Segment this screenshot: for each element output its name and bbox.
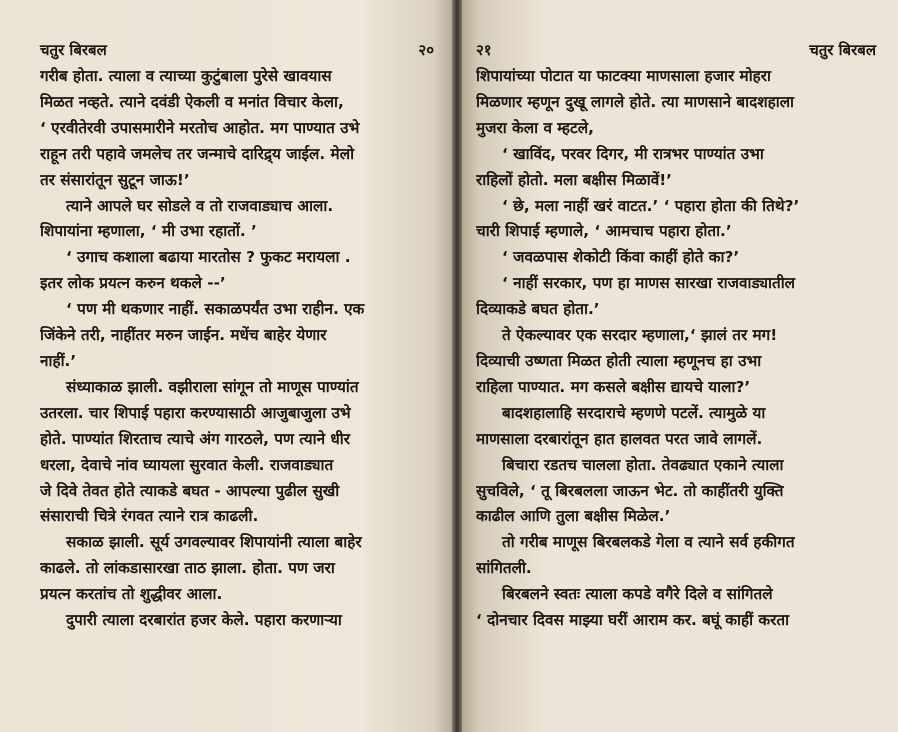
text-line: ‘ एरवीतेरवी उपासमारीने मरतोच आहोत. मग पाण्यात उभे: [40, 118, 360, 137]
text-line: राहून तरी पहावे जमलेच तर जन्माचे दारिद्र्य जाईल. मेलो: [40, 144, 355, 163]
text-line: ‘ दोनचार दिवस माझ्या घरीं आराम कर. बघूं काहीं करता: [476, 611, 790, 630]
text-line: संध्याकाळ झाली. वझीराला सांगून तो माणूस पाण्यांत: [66, 377, 359, 396]
text-line: सांगितली.: [476, 559, 532, 578]
left-page-body: [40, 64, 434, 634]
text-line: ‘ जवळपास शेकोटी किंवा काहीं होते का?’: [502, 248, 740, 267]
text-line: प्रयत्न करतांच तो शुद्धीवर आला.: [40, 585, 223, 604]
text-line: शिपायांना म्हणाला, ‘ मी उभा रहातों. ’: [40, 222, 257, 241]
text-line: ‘ उगाच कशाला बढाया मारतोस ? फुकट मरायला .: [66, 248, 351, 267]
book-gutter: [452, 0, 462, 732]
text-line: तर संसारांतून सुटून जाऊ!’: [40, 170, 190, 189]
text-line: तो गरीब माणूस बिरबलकडे गेला व त्याने सर्व हकीगत: [502, 533, 795, 552]
text-line: दिव्याकडे बघत होता.’: [476, 300, 600, 319]
text-line: जे दिवे तेवत होते त्याकडे बघत - आपल्या पुढील सुखी: [40, 481, 340, 500]
text-line: काढील आणि तुला बक्षीस मिळेल.’: [476, 507, 671, 526]
text-line: ‘ पण मी थकणार नाहीं. सकाळपर्यंत उभा राहीन. एक: [66, 300, 365, 319]
text-line: शिपायांच्या पोटात या फाटक्या माणसाला हजार मोहरा: [476, 67, 771, 85]
text-line: उतरला. चार शिपाई पहारा करण्यासाठी आजुबाजुला उभे: [40, 403, 351, 422]
text-line: माणसाला दरबारांतून हात हालवत परत जावे लागलें.: [476, 429, 763, 448]
text-line: त्याने आपले घर सोडले व तो राजवाड्याच आला.: [66, 196, 334, 215]
text-line: राहिला पाण्यात. मग कसले बक्षीस द्यायचे याला?’: [476, 377, 751, 396]
text-line: राहिलों होतो. मला बक्षीस मिळावें!’: [476, 170, 672, 189]
text-line: बिरबलने स्वतः त्याला कपडे वगैरे दिले व सांगितले: [502, 585, 773, 604]
text-line: सकाळ झाली. सूर्य उगवल्यावर शिपायांनी त्याला बाहेर: [66, 533, 362, 552]
page-number: २०: [418, 41, 434, 59]
text-line: मिळत नव्हते. त्याने दवंडी ऐकली व मनांत विचार केला,: [40, 92, 344, 111]
page-number: २१: [476, 41, 492, 59]
text-line: बिचारा रडतच चालला होता. तेवढ्यात एकाने त्याला: [502, 455, 784, 474]
text-line: काढले. तो लांकडासारखा ताठ झाला. होता. पण जरा: [40, 559, 335, 578]
text-line: होते. पाण्यांत शिरताच त्याचे अंग गारठले, पण त्याने धीर: [40, 429, 351, 448]
text-line: इतर लोक प्रयत्न करुन थकले --’: [40, 274, 226, 293]
text-line: दिव्याची उष्णता मिळत होती त्याला म्हणूनच हा उभा: [476, 351, 762, 370]
text-line: जिंकेने तरी, नाहींतर मरुन जाईन. मधेंच बाहेर येणार: [40, 326, 327, 345]
text-line: ‘ खाविंद, परवर दिगर, मी रात्रभर पाण्यांत उभा: [502, 144, 764, 163]
text-line: मिळणार म्हणून दुखू लागले होते. त्या माणसाने बादशहाला: [476, 92, 795, 111]
right-page: [462, 0, 898, 732]
text-line: गरीब होता. त्याला व त्याच्या कुटुंबाला पुरेसे खावयास: [40, 67, 332, 85]
text-line: संसाराची चित्रे रंगवत त्याने रात्र काढली.: [40, 507, 259, 526]
running-title: चतुर बिरबल: [40, 41, 107, 59]
text-line: सुचविले, ‘ तू बिरबलला जाऊन भेट. तो काहींतरी युक्ति: [476, 481, 784, 500]
running-title: चतुर बिरबल: [809, 41, 876, 59]
text-line: ‘ छे, मला नाहीं खरं वाटत.’ ‘ पहारा होता की तिथे?’: [502, 196, 800, 215]
text-line: नाहीं.’: [40, 351, 77, 370]
text-line: चारी शिपाई म्हणाले, ‘ आमचाच पहारा होता.’: [476, 222, 732, 241]
text-line: ‘ नाहीं सरकार, पण हा माणस सारखा राजवाड्यातील: [502, 274, 796, 293]
text-line: धरला, देवाचे नांव घ्यायला सुरवात केली. राजवाड्यात: [40, 455, 334, 474]
right-page-body: [476, 64, 876, 634]
text-line: मुजरा केला व म्हटले,: [476, 118, 594, 137]
text-line: बादशहालाहि सरदाराचे म्हणणे पटलें. त्यामुळे या: [502, 403, 766, 422]
text-line: ते ऐकल्यावर एक सरदार म्हणाला,‘ झालं तर मग!: [502, 326, 778, 345]
right-page-header: [476, 40, 876, 64]
left-page-header: [40, 40, 434, 64]
text-line: दुपारी त्याला दरबारांत हजर केले. पहारा करणाऱ्या: [66, 611, 342, 630]
